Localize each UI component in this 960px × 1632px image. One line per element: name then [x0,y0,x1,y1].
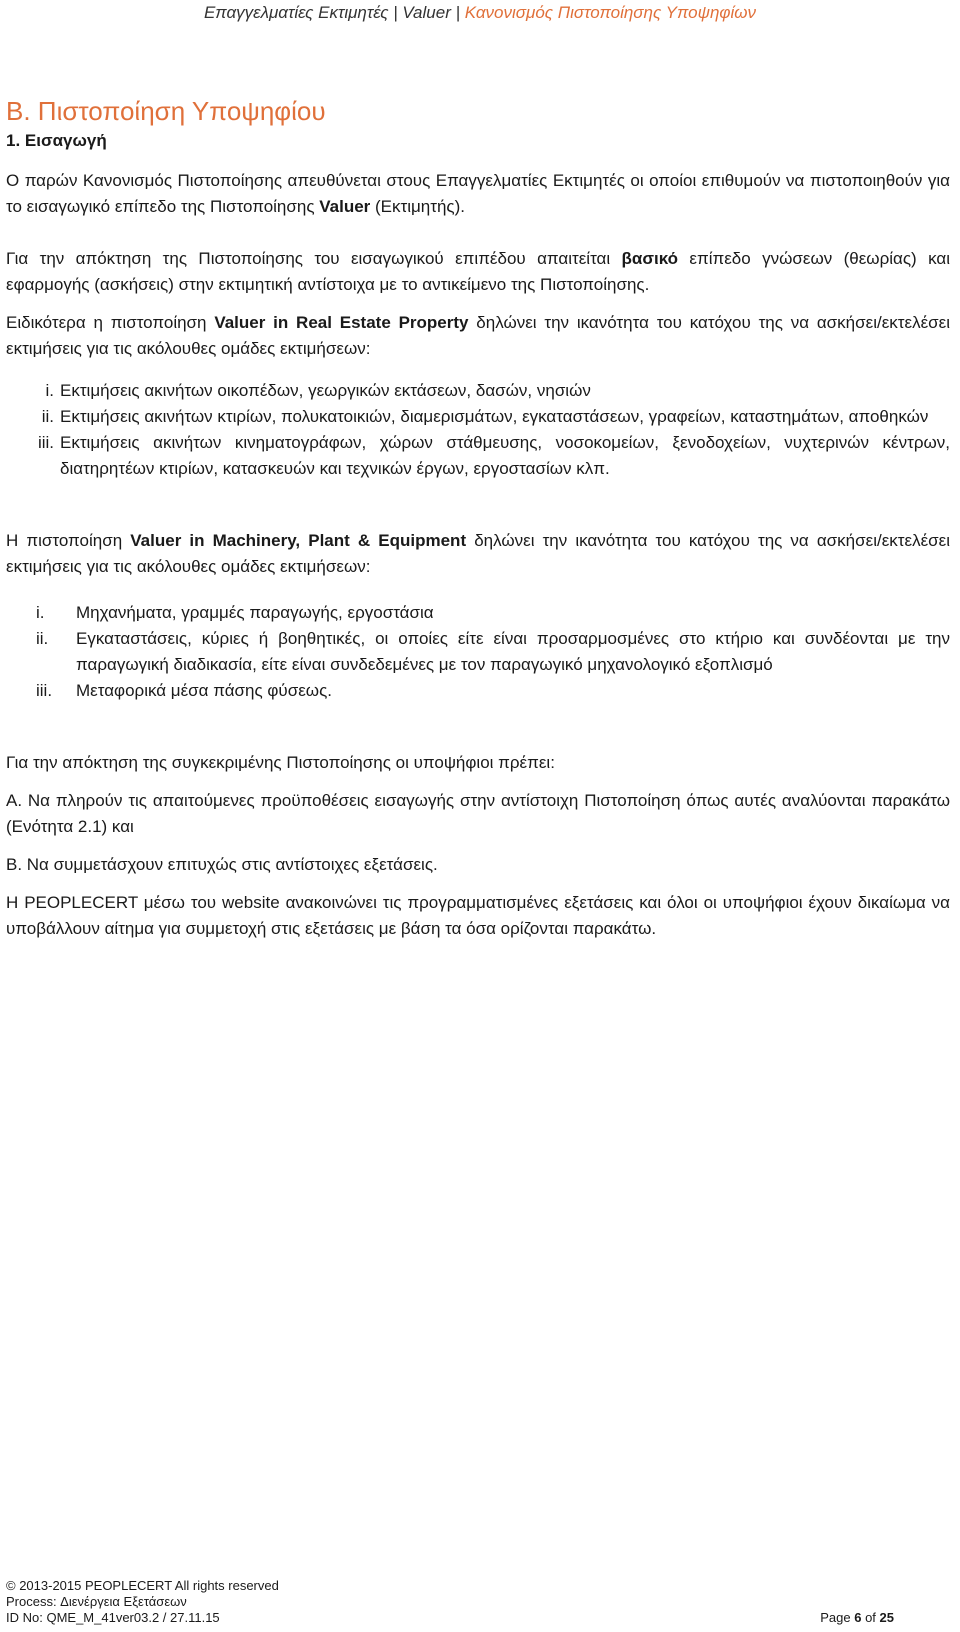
machinery-text: Η πιστοποίηση [6,531,131,550]
list-item [6,430,950,482]
machinery-text-end: δηλώνει την ικανότητα του κατόχου της να ασκήσει/εκτελέσει εκτιμήσεις για τις ακόλουθες ομάδες εκτιμήσεων: [6,531,951,576]
page-of: of [861,1610,880,1625]
page-label: Page [820,1610,855,1625]
page-header [0,0,960,25]
page-footer [6,1578,950,1626]
machinery-list [6,600,950,704]
requirement-text: Για την απόκτηση της Πιστοποίησης του εισαγωγικού επιπέδου απαιτείται [6,249,622,268]
list-item [6,600,950,626]
page-current: 6 [854,1610,862,1625]
header-title-part1: Επαγγελματίες Εκτιμητές | Valuer | [203,3,465,22]
real-estate-bold: Valuer in Real Estate Property [214,313,469,332]
footer-copyright: © 2013-2015 PEOPLECERT All rights reserved [6,1578,279,1593]
document-body [6,94,950,942]
requirement-text-end: επίπεδο γνώσεων (θεωρίας) και εφαρμογής (ασκήσεις) στην εκτιμητική αντίστοιχα με το αντικείμενο της Πιστοποίησης. [6,249,950,294]
footer-id-line [6,1610,950,1626]
page-total: 25 [879,1610,894,1625]
list-item [6,626,950,678]
real-estate-list [6,378,950,482]
list-item-number: i. [36,603,45,622]
list-item-text: Εκτιμήσεις ακινήτων οικοπέδων, γεωργικών εκτάσεων, δασών, νησιών [60,381,591,400]
list-item-text: Μεταφορικά μέσα πάσης φύσεως. [76,681,332,700]
subsection-title: 1. Εισαγωγή [6,131,107,150]
real-estate-text-end: δηλώνει την ικανότητα του κατόχου της να ασκήσει/εκτελέσει εκτιμήσεις για τις ακόλουθες ομάδες εκτιμήσεων: [6,313,950,358]
list-item-text: Μηχανήματα, γραμμές παραγωγής, εργοστάσια [76,603,434,622]
real-estate-paragraph [6,310,950,362]
requirement-bold: βασικό [621,249,679,268]
real-estate-text: Ειδικότερα η πιστοποίηση [6,313,215,332]
header-title-part2: Κανονισμός Πιστοποίησης Υποψηφίων [464,3,757,22]
list-item-text: Εκτιμήσεις ακινήτων κινηματογράφων, χώρων στάθμευσης, νοσοκομείων, ξενοδοχείων, νυχτερινών κέντρων, διατηρητέων κτιρίων, κατασκευών και τεχνικών έργων, εργοστασίων κλπ. [60,433,950,478]
machinery-paragraph [6,528,950,580]
list-item [6,378,950,404]
conditions-intro: Για την απόκτηση της συγκεκριμένης Πιστοποίησης οι υποψήφιοι πρέπει: [6,753,555,772]
page-number [820,1610,950,1626]
intro-text: Ο παρών Κανονισμός Πιστοποίησης απευθύνεται στους Επαγγελματίες Εκτιμητές οι οποίοι επιθυμούν να πιστοποιηθούν για το εισαγωγικό επίπεδο της Πιστοποίησης [6,171,950,216]
list-item [6,678,950,704]
machinery-bold: Valuer in Machinery, Plant & Equipment [130,531,467,550]
list-item-text: Εκτιμήσεις ακινήτων κτιρίων, πολυκατοικιών, διαμερισμάτων, εγκαταστάσεων, γραφείων, καταστημάτων, αποθηκών [60,407,929,426]
intro-text-end: (Εκτιμητής). [370,197,466,216]
list-item-number: iii. [36,681,53,700]
list-item-number: ii. [36,629,49,648]
footer-process: Process: Διενέργεια Εξετάσεων [6,1594,187,1609]
footer-id: ID No: QME_M_41ver03.2 / 27.11.15 [6,1610,220,1625]
intro-bold: Valuer [319,197,371,216]
list-item-number: iii. [37,433,54,452]
peoplecert-paragraph: Η PEOPLECERT μέσω του website ανακοινώνει τις προγραμματισμένες εξετάσεις και όλοι οι υποψήφιοι έχουν δικαίωμα να υποβάλλουν αίτημα για συμμετοχή στις εξετάσεις με βάση τα όσα ορίζονται παρακάτω. [6,893,950,938]
list-item-number: i. [45,381,54,400]
requirement-paragraph [6,246,950,298]
condition-b: Β. Να συμμετάσχουν επιτυχώς στις αντίστοιχες εξετάσεις. [6,855,438,874]
section-title: Β. Πιστοποίηση Υποψηφίου [6,96,326,126]
list-item [6,404,950,430]
list-item-text: Εγκαταστάσεις, κύριες ή βοηθητικές, οι οποίες είτε είναι προσαρμοσμένες στο κτήριο και συνδέονται με την παραγωγική διαδικασία, είτε είναι συνδεδεμένες με τον παραγωγικό μηχανολογικό εξοπλισμό [76,629,950,674]
condition-a: Α. Να πληρούν τις απαιτούμενες προϋποθέσεις εισαγωγής στην αντίστοιχη Πιστοποίηση όπως αυτές αναλύονται παρακάτω (Ενότητα 2.1) και [6,791,950,836]
list-item-number: ii. [41,407,54,426]
intro-paragraph [6,168,950,220]
